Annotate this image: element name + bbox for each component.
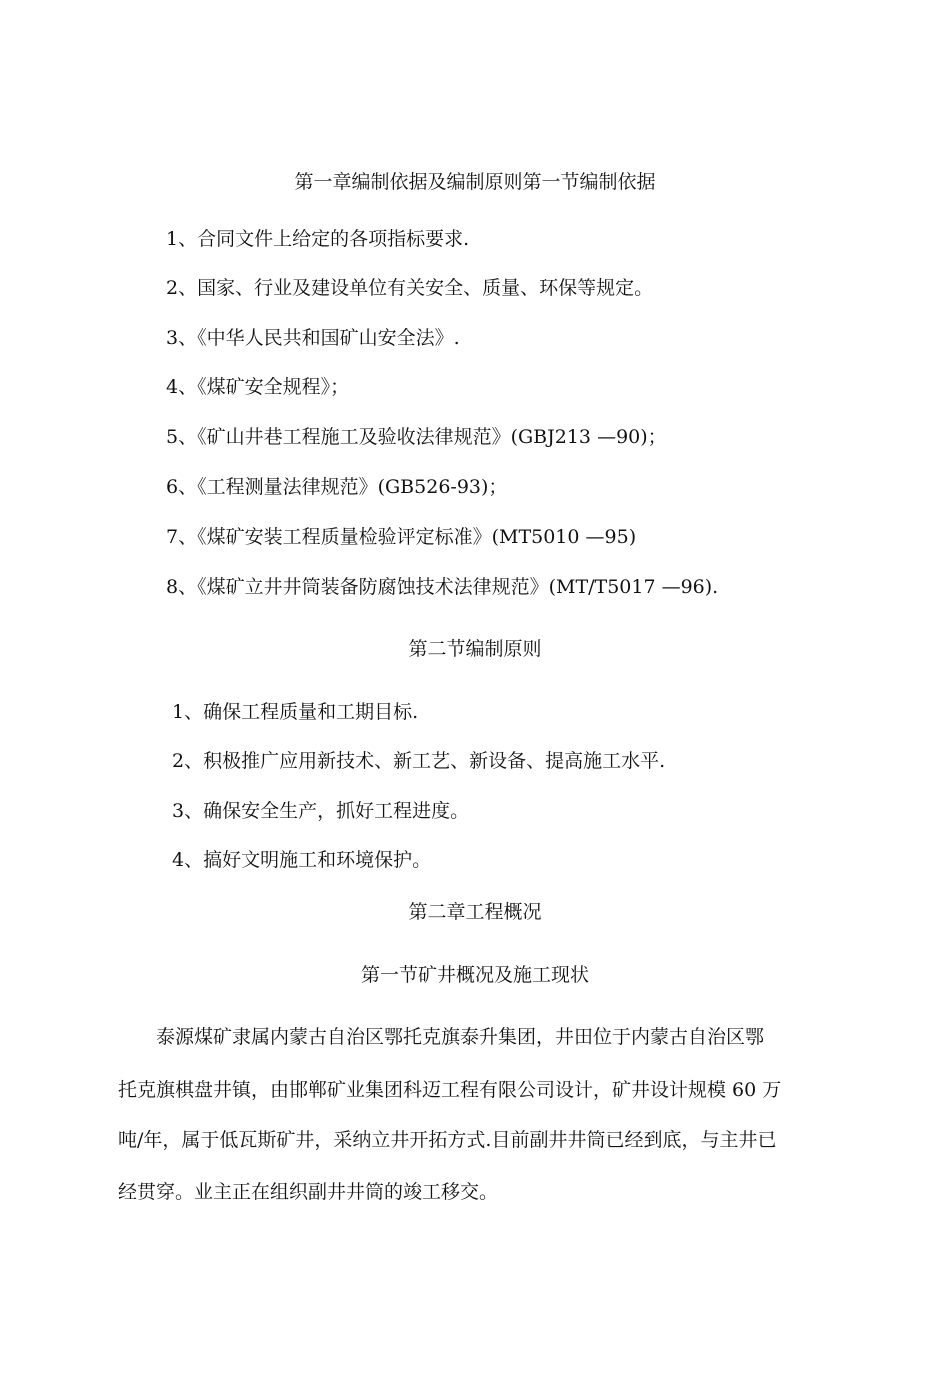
basis-item-2: 2、国家、行业及建设单位有关安全、质量、环保等规定。: [166, 277, 654, 299]
principle-item-2: 2、积极推广应用新技术、新工艺、新设备、提高施工水平.: [172, 750, 666, 772]
overview-line-1: 泰源煤矿隶属内蒙古自治区鄂托克旗泰升集团，井田位于内蒙古自治区鄂: [118, 1026, 765, 1048]
basis-item-6: 6、《工程测量法律规范》(GB526-93)；: [166, 476, 508, 498]
overview-line-3: 吨/年，属于低瓦斯矿井，采纳立井开拓方式.目前副井井筒已经到底，与主井已: [118, 1129, 777, 1151]
basis-item-5: 5、《矿山井巷工程施工及验收法律规范》(GBJ213 —90)；: [166, 426, 667, 448]
basis-item-3: 3、《中华人民共和国矿山安全法》.: [166, 327, 460, 349]
chapter2-section-title: 第一节矿井概况及施工现状: [360, 964, 589, 986]
basis-item-7: 7、《煤矿安装工程质量检验评定标准》(MT5010 —95): [166, 526, 637, 548]
basis-item-8: 8、《煤矿立井井筒装备防腐蚀技术法律规范》(MT/T5017 —96).: [166, 576, 719, 598]
overview-line-4: 经贯穿。业主正在组织副井井筒的竣工移交。: [118, 1181, 499, 1203]
overview-line-2: 托克旗棋盘井镇，由邯郸矿业集团科迈工程有限公司设计，矿井设计规模 60 万: [118, 1079, 782, 1101]
basis-item-1: 1、合同文件上给定的各项指标要求.: [166, 228, 470, 250]
principle-item-1: 1、确保工程质量和工期目标.: [172, 701, 419, 723]
section2-title: 第二节编制原则: [408, 638, 542, 660]
chapter1-title: 第一章编制依据及编制原则第一节编制依据: [294, 171, 656, 193]
principle-item-3: 3、确保安全生产，抓好工程进度。: [172, 800, 470, 822]
basis-item-4: 4、《煤矿安全规程》；: [166, 376, 350, 398]
principle-item-4: 4、搞好文明施工和环境保护。: [172, 849, 432, 871]
chapter2-title: 第二章工程概况: [408, 901, 542, 923]
